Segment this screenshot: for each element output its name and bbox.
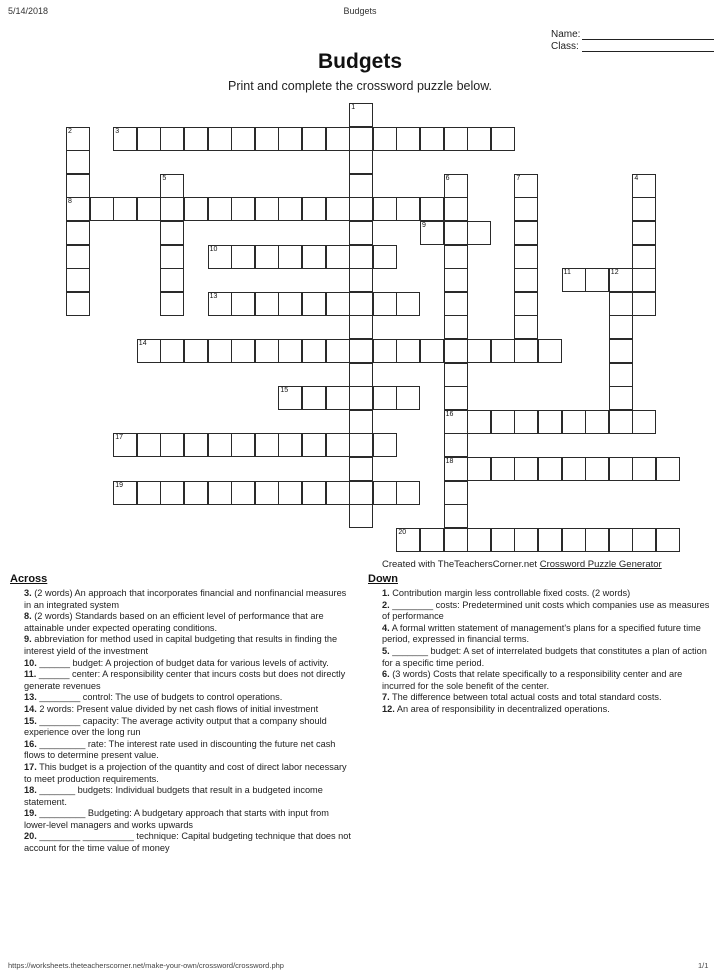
crossword-cell[interactable] bbox=[113, 433, 137, 457]
across-clue-list bbox=[24, 588, 354, 855]
crossword-cell[interactable] bbox=[562, 268, 586, 292]
clue-text: The difference between total actual costs and total standard costs. bbox=[389, 692, 662, 703]
crossword-cell[interactable] bbox=[562, 457, 586, 481]
clue-num: 15. bbox=[24, 715, 37, 726]
crossword-cell[interactable] bbox=[160, 268, 184, 292]
across-clue bbox=[24, 785, 354, 808]
down-heading: Down bbox=[368, 573, 398, 585]
crossword-cell[interactable] bbox=[66, 292, 90, 316]
crossword-cell[interactable] bbox=[208, 197, 232, 221]
crossword-cell[interactable] bbox=[444, 245, 468, 269]
crossword-cell[interactable] bbox=[278, 481, 302, 505]
crossword-cell[interactable] bbox=[467, 457, 491, 481]
crossword-cell[interactable] bbox=[656, 457, 680, 481]
clue-num: 1. bbox=[382, 588, 390, 598]
crossword-cell[interactable] bbox=[514, 268, 538, 292]
crossword-cell[interactable] bbox=[208, 481, 232, 505]
clue-text: A formal written statement of management's plans for a specified future time period, expressed in financial terms. bbox=[382, 622, 701, 645]
crossword-cell[interactable] bbox=[349, 457, 373, 481]
crossword-cell[interactable] bbox=[349, 150, 373, 174]
crossword-cell[interactable] bbox=[231, 245, 255, 269]
clue-text: ________ costs: Predetermined unit costs which companies use as measures of performance bbox=[382, 599, 710, 622]
crossword-cell[interactable] bbox=[609, 268, 633, 292]
crossword-cell[interactable] bbox=[514, 339, 538, 363]
clue-text: _________ Budgeting: A budgetary approach that starts with input from lower-level managers and works upwards bbox=[24, 808, 329, 830]
down-clue-list bbox=[382, 588, 712, 716]
crossword-cell[interactable] bbox=[208, 433, 232, 457]
clue-text: ________ control: The use of budgets to control operations. bbox=[36, 692, 283, 703]
crossword-cell[interactable] bbox=[231, 339, 255, 363]
crossword-cell[interactable] bbox=[302, 433, 326, 457]
crossword-cell[interactable] bbox=[349, 363, 373, 387]
crossword-cell[interactable] bbox=[396, 292, 420, 316]
crossword-cell[interactable] bbox=[609, 315, 633, 339]
clue-num: 5. bbox=[382, 645, 390, 656]
crossword-cell[interactable] bbox=[491, 410, 515, 434]
clue-text: (3 words) Costs that relate specifically to a responsibility center and are incurred for the sole benefit of the center. bbox=[382, 669, 683, 691]
crossword-cell[interactable] bbox=[255, 245, 279, 269]
crossword-cell[interactable] bbox=[160, 221, 184, 245]
clue-num: 17. bbox=[24, 761, 37, 772]
clue-num: 12. bbox=[382, 703, 395, 714]
crossword-cell[interactable] bbox=[396, 386, 420, 410]
crossword-cell[interactable] bbox=[302, 339, 326, 363]
clue-text: _________ rate: The interest rate used in discounting the future net cash flows to determine present value. bbox=[24, 738, 336, 761]
clue-num: 11. bbox=[24, 669, 37, 680]
crossword-cell[interactable] bbox=[538, 528, 562, 552]
crossword-cell[interactable] bbox=[467, 410, 491, 434]
across-clue bbox=[24, 808, 354, 831]
crossword-cell[interactable] bbox=[349, 268, 373, 292]
crossword-cell[interactable] bbox=[160, 292, 184, 316]
clue-number: 3 bbox=[115, 127, 120, 135]
crossword-cell[interactable] bbox=[184, 127, 208, 151]
crossword-cell[interactable] bbox=[396, 339, 420, 363]
clue-text: (2 words) Standards based on an efficient level of performance that are attainable under expected operating conditions. bbox=[24, 611, 324, 633]
crossword-cell[interactable] bbox=[208, 245, 232, 269]
down-clue bbox=[382, 692, 712, 704]
down-clue bbox=[382, 646, 712, 669]
clue-text: ______ budget: A projection of budget data for various levels of activity. bbox=[36, 657, 329, 668]
clue-num: 19. bbox=[24, 808, 37, 819]
clue-number: 11 bbox=[563, 269, 571, 277]
crossword-cell[interactable] bbox=[444, 174, 468, 198]
across-clue bbox=[24, 704, 354, 716]
crossword-cell[interactable] bbox=[66, 245, 90, 269]
crossword-cell[interactable] bbox=[66, 150, 90, 174]
clue-number: 10 bbox=[209, 245, 218, 253]
crossword-cell[interactable] bbox=[231, 481, 255, 505]
crossword-cell[interactable] bbox=[373, 127, 397, 151]
crossword-cell[interactable] bbox=[585, 528, 609, 552]
clue-num: 6. bbox=[382, 669, 390, 680]
crossword-cell[interactable] bbox=[137, 433, 161, 457]
down-clue bbox=[382, 600, 712, 623]
clue-number: 17 bbox=[115, 434, 123, 442]
crossword-cell[interactable] bbox=[514, 292, 538, 316]
across-clue bbox=[24, 634, 354, 657]
worksheet-subtitle: Print and complete the crossword puzzle below. bbox=[227, 79, 493, 93]
clue-num: 18. bbox=[24, 785, 37, 796]
crossword-cell[interactable] bbox=[184, 433, 208, 457]
crossword-cell[interactable] bbox=[66, 268, 90, 292]
crossword-cell[interactable] bbox=[160, 433, 184, 457]
crossword-cell[interactable] bbox=[514, 457, 538, 481]
crossword-cell[interactable] bbox=[444, 363, 468, 387]
credit-line bbox=[382, 559, 662, 570]
clue-text: _______ budget: A set of interrelated budgets that constitutes a plan of action for a specific time period. bbox=[382, 645, 707, 668]
crossword-cell[interactable] bbox=[420, 528, 444, 552]
crossword-cell[interactable] bbox=[278, 292, 302, 316]
crossword-cell[interactable] bbox=[137, 127, 161, 151]
clue-text: An area of responsibility in decentralized operations. bbox=[394, 703, 610, 714]
clue-num: 16. bbox=[24, 738, 37, 749]
clue-number: 12 bbox=[610, 269, 619, 277]
across-clue bbox=[24, 716, 354, 739]
crossword-cell[interactable] bbox=[396, 528, 420, 552]
clue-num: 14. bbox=[24, 703, 37, 714]
crossword-cell[interactable] bbox=[444, 410, 468, 434]
crossword-cell[interactable] bbox=[326, 127, 350, 151]
clue-num: 4. bbox=[382, 622, 390, 633]
crossword-cell[interactable] bbox=[349, 127, 373, 151]
clue-number: 16 bbox=[445, 410, 454, 418]
name-label: Name: bbox=[551, 29, 581, 40]
crossword-cell[interactable] bbox=[208, 339, 232, 363]
crossword-cell[interactable] bbox=[514, 221, 538, 245]
crossword-cell[interactable] bbox=[585, 457, 609, 481]
crossword-cell[interactable] bbox=[373, 245, 397, 269]
crossword-cell[interactable] bbox=[278, 386, 302, 410]
crossword-cell[interactable] bbox=[255, 481, 279, 505]
clue-num: 2. bbox=[382, 599, 390, 610]
crossword-cell[interactable] bbox=[491, 528, 515, 552]
crossword-cell[interactable] bbox=[609, 457, 633, 481]
crossword-cell[interactable] bbox=[632, 245, 656, 269]
clue-num: 3. bbox=[24, 588, 32, 598]
crossword-cell[interactable] bbox=[326, 292, 350, 316]
crossword-cell[interactable] bbox=[349, 197, 373, 221]
clue-text: This budget is a projection of the quantity and cost of direct labor necessary to meet production requirements. bbox=[24, 761, 347, 784]
crossword-cell[interactable] bbox=[349, 481, 373, 505]
crossword-cell[interactable] bbox=[66, 197, 90, 221]
crossword-cell[interactable] bbox=[349, 433, 373, 457]
clue-number: 20 bbox=[398, 528, 407, 536]
crossword-cell[interactable] bbox=[137, 481, 161, 505]
crossword-cell[interactable] bbox=[514, 197, 538, 221]
crossword-cell[interactable] bbox=[609, 339, 633, 363]
down-clue bbox=[382, 588, 712, 600]
crossword-cell[interactable] bbox=[231, 433, 255, 457]
crossword-cell[interactable] bbox=[302, 292, 326, 316]
crossword-cell[interactable] bbox=[326, 386, 350, 410]
crossword-cell[interactable] bbox=[326, 197, 350, 221]
crossword-cell[interactable] bbox=[538, 410, 562, 434]
footer-page-number: 1/1 bbox=[698, 961, 709, 970]
crossword-cell[interactable] bbox=[514, 245, 538, 269]
crossword-cell[interactable] bbox=[632, 221, 656, 245]
crossword-cell[interactable] bbox=[278, 245, 302, 269]
clue-number: 2 bbox=[68, 127, 72, 135]
across-clue bbox=[24, 658, 354, 670]
clue-number: 8 bbox=[68, 198, 72, 206]
crossword-cell[interactable] bbox=[184, 481, 208, 505]
crossword-cell[interactable] bbox=[231, 197, 255, 221]
across-clue bbox=[24, 588, 354, 611]
crossword-cell[interactable] bbox=[609, 292, 633, 316]
crossword-cell[interactable] bbox=[255, 292, 279, 316]
crossword-cell[interactable] bbox=[160, 197, 184, 221]
crossword-cell[interactable] bbox=[444, 221, 468, 245]
crossword-cell[interactable] bbox=[373, 339, 397, 363]
crossword-cell[interactable] bbox=[326, 245, 350, 269]
crossword-cell[interactable] bbox=[420, 197, 444, 221]
crossword-cell[interactable] bbox=[302, 197, 326, 221]
crossword-cell[interactable] bbox=[349, 245, 373, 269]
clue-text: ________ capacity: The average activity output that a company should experience over the long run bbox=[24, 715, 327, 738]
crossword-cell[interactable] bbox=[444, 386, 468, 410]
across-clue bbox=[24, 831, 354, 854]
clue-text: 2 words: Present value divided by net cash flows of initial investment bbox=[36, 703, 319, 714]
clue-text: (2 words) An approach that incorporates financial and nonfinancial measures in an integrated system bbox=[24, 588, 347, 610]
crossword-cell[interactable] bbox=[396, 197, 420, 221]
crossword-cell[interactable] bbox=[632, 268, 656, 292]
crossword-cell[interactable] bbox=[184, 197, 208, 221]
clue-number: 4 bbox=[634, 174, 639, 182]
clue-text: _______ budgets: Individual budgets that result in a budgeted income statement. bbox=[24, 785, 323, 807]
crossword-cell[interactable] bbox=[444, 504, 468, 528]
crossword-cell[interactable] bbox=[278, 339, 302, 363]
crossword-cell[interactable] bbox=[514, 315, 538, 339]
crossword-cell[interactable] bbox=[208, 292, 232, 316]
crossword-cell[interactable] bbox=[349, 410, 373, 434]
crossword-cell[interactable] bbox=[373, 292, 397, 316]
crossword-cell[interactable] bbox=[160, 339, 184, 363]
crossword-cell[interactable] bbox=[373, 481, 397, 505]
crossword-cell[interactable] bbox=[514, 528, 538, 552]
crossword-cell[interactable] bbox=[632, 528, 656, 552]
crossword-cell[interactable] bbox=[585, 268, 609, 292]
clue-number: 9 bbox=[422, 222, 426, 229]
crossword-cell[interactable] bbox=[562, 528, 586, 552]
crossword-cell[interactable] bbox=[396, 481, 420, 505]
crossword-cell[interactable] bbox=[562, 410, 586, 434]
crossword-cell[interactable] bbox=[137, 197, 161, 221]
clue-number: 7 bbox=[516, 174, 521, 182]
clue-num: 8. bbox=[24, 611, 32, 622]
crossword-cell[interactable] bbox=[420, 221, 444, 245]
generator-link[interactable]: Crossword Puzzle Generator bbox=[539, 559, 662, 570]
crossword-cell[interactable] bbox=[373, 197, 397, 221]
crossword-cell[interactable] bbox=[609, 410, 633, 434]
crossword-cell[interactable] bbox=[420, 339, 444, 363]
crossword-cell[interactable] bbox=[349, 339, 373, 363]
credit-text: Created with TheTeachersCorner.net bbox=[382, 559, 540, 570]
crossword-cell[interactable] bbox=[444, 197, 468, 221]
across-clue bbox=[24, 739, 354, 762]
crossword-cell[interactable] bbox=[609, 386, 633, 410]
across-clue bbox=[24, 762, 354, 785]
crossword-cell[interactable] bbox=[113, 481, 137, 505]
crossword-cell[interactable] bbox=[632, 197, 656, 221]
crossword-cell[interactable] bbox=[538, 457, 562, 481]
crossword-cell[interactable] bbox=[491, 339, 515, 363]
crossword-cell[interactable] bbox=[349, 292, 373, 316]
print-header-title: Budgets bbox=[343, 6, 377, 16]
footer-url: https://worksheets.theteacherscorner.net/make-your-own/crossword/crossword.php bbox=[8, 961, 284, 970]
crossword-cell[interactable] bbox=[184, 339, 208, 363]
crossword-cell[interactable] bbox=[632, 410, 656, 434]
crossword-cell[interactable] bbox=[467, 127, 491, 151]
crossword-cell[interactable] bbox=[231, 292, 255, 316]
crossword-cell[interactable] bbox=[326, 339, 350, 363]
clue-text: Contribution margin less controllable fixed costs. (2 words) bbox=[389, 588, 631, 598]
crossword-cell[interactable] bbox=[231, 127, 255, 151]
crossword-cell[interactable] bbox=[326, 481, 350, 505]
crossword-cell[interactable] bbox=[255, 127, 279, 151]
crossword-cell[interactable] bbox=[349, 103, 373, 127]
crossword-cell[interactable] bbox=[278, 127, 302, 151]
crossword-cell[interactable] bbox=[349, 221, 373, 245]
clue-num: 10. bbox=[24, 657, 37, 668]
print-date: 5/14/2018 bbox=[8, 6, 49, 16]
crossword-cell[interactable] bbox=[373, 433, 397, 457]
crossword-cell[interactable] bbox=[208, 127, 232, 151]
crossword-cell[interactable] bbox=[160, 127, 184, 151]
crossword-cell[interactable] bbox=[302, 127, 326, 151]
clue-num: 20. bbox=[24, 831, 37, 842]
crossword-cell[interactable] bbox=[444, 268, 468, 292]
crossword-cell[interactable] bbox=[255, 339, 279, 363]
crossword-cell[interactable] bbox=[160, 245, 184, 269]
crossword-cell[interactable] bbox=[160, 481, 184, 505]
across-clue bbox=[24, 692, 354, 704]
crossword-cell[interactable] bbox=[609, 363, 633, 387]
crossword-cell[interactable] bbox=[514, 410, 538, 434]
clue-num: 9. bbox=[24, 634, 32, 645]
crossword-cell[interactable] bbox=[66, 174, 90, 198]
clue-number: 6 bbox=[445, 174, 450, 182]
clue-number: 13 bbox=[209, 292, 218, 300]
crossword-cell[interactable] bbox=[467, 221, 491, 245]
crossword-cell[interactable] bbox=[491, 127, 515, 151]
crossword-cell[interactable] bbox=[160, 174, 184, 198]
crossword-cell[interactable] bbox=[585, 410, 609, 434]
crossword-cell[interactable] bbox=[444, 127, 468, 151]
down-clue bbox=[382, 669, 712, 692]
crossword-cell[interactable] bbox=[326, 433, 350, 457]
crossword-cell[interactable] bbox=[113, 197, 137, 221]
crossword-cell[interactable] bbox=[66, 221, 90, 245]
crossword-cell[interactable] bbox=[373, 386, 397, 410]
crossword-cell[interactable] bbox=[467, 339, 491, 363]
crossword-cell[interactable] bbox=[538, 339, 562, 363]
clue-number: 15 bbox=[280, 387, 289, 395]
crossword-cell[interactable] bbox=[656, 528, 680, 552]
across-clue bbox=[24, 669, 354, 692]
crossword-cell[interactable] bbox=[255, 433, 279, 457]
crossword-cell[interactable] bbox=[609, 528, 633, 552]
clue-number: 5 bbox=[162, 174, 167, 182]
crossword-cell[interactable] bbox=[137, 339, 161, 363]
crossword-cell[interactable] bbox=[632, 174, 656, 198]
crossword-cell[interactable] bbox=[302, 245, 326, 269]
clue-num: 7. bbox=[382, 692, 390, 703]
clue-text: ________ __________ technique: Capital budgeting technique that does not account for the time value of money bbox=[24, 831, 351, 854]
class-label: Class: bbox=[551, 41, 579, 52]
crossword-cell[interactable] bbox=[349, 386, 373, 410]
across-heading: Across bbox=[10, 573, 48, 585]
crossword-cell[interactable] bbox=[278, 433, 302, 457]
crossword-cell[interactable] bbox=[444, 481, 468, 505]
crossword-cell[interactable] bbox=[396, 127, 420, 151]
crossword-cell[interactable] bbox=[113, 127, 137, 151]
clue-number: 18 bbox=[445, 458, 454, 465]
across-clue bbox=[24, 611, 354, 634]
crossword-cell[interactable] bbox=[66, 127, 90, 151]
crossword-cell[interactable] bbox=[444, 433, 468, 457]
crossword-cell[interactable] bbox=[278, 197, 302, 221]
crossword-cell[interactable] bbox=[444, 457, 468, 481]
down-clue bbox=[382, 704, 712, 716]
crossword-cell[interactable] bbox=[467, 528, 491, 552]
crossword-cell[interactable] bbox=[255, 197, 279, 221]
crossword-cell[interactable] bbox=[420, 127, 444, 151]
clue-number: 1 bbox=[351, 104, 356, 111]
crossword-cell[interactable] bbox=[444, 292, 468, 316]
clue-text: ______ center: A responsibility center that incurs costs but does not directly generate revenues bbox=[24, 669, 346, 691]
crossword-cell[interactable] bbox=[444, 315, 468, 339]
clue-num: 13. bbox=[24, 692, 37, 703]
crossword-cell[interactable] bbox=[302, 386, 326, 410]
crossword-cell[interactable] bbox=[349, 315, 373, 339]
crossword-cell[interactable] bbox=[514, 174, 538, 198]
crossword-cell[interactable] bbox=[491, 457, 515, 481]
down-clue bbox=[382, 623, 712, 646]
crossword-cell[interactable] bbox=[349, 504, 373, 528]
crossword-cell[interactable] bbox=[444, 339, 468, 363]
clue-number: 19 bbox=[115, 481, 123, 489]
clue-text: abbreviation for method used in capital budgeting that results in finding the interest yield of the investment bbox=[24, 634, 338, 656]
crossword-cell[interactable] bbox=[444, 528, 468, 552]
clue-number: 14 bbox=[138, 340, 147, 347]
crossword-cell[interactable] bbox=[302, 481, 326, 505]
worksheet-title: Budgets bbox=[318, 50, 402, 73]
crossword-cell[interactable] bbox=[632, 292, 656, 316]
crossword-cell[interactable] bbox=[632, 457, 656, 481]
crossword-cell[interactable] bbox=[349, 174, 373, 198]
crossword-cell[interactable] bbox=[90, 197, 114, 221]
